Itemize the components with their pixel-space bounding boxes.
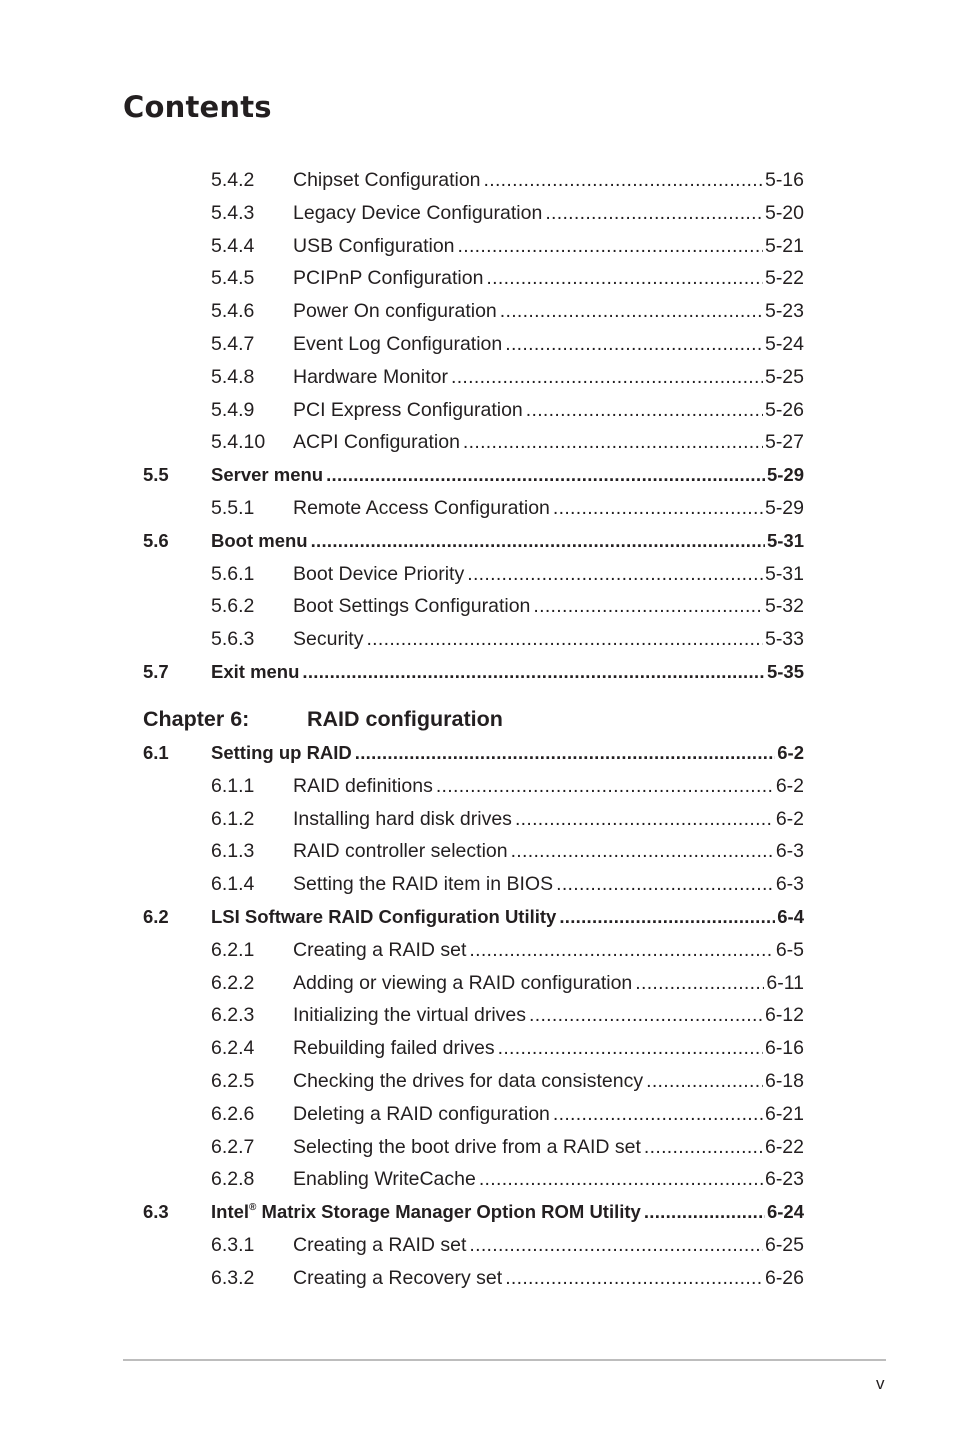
dot-leader xyxy=(644,1136,763,1159)
toc-entry-page: 5-27 xyxy=(764,431,804,454)
toc-entry[interactable] xyxy=(211,1103,804,1131)
toc-entry-number: 5.6 xyxy=(143,529,169,551)
toc-entry-page: 6-16 xyxy=(764,1037,804,1060)
toc-entry-page: 5-16 xyxy=(764,169,804,191)
toc-entry-title: Enabling WriteCache xyxy=(293,1168,476,1191)
toc-entry-title: Installing hard disk drives xyxy=(293,807,512,830)
toc-entry-title: PCI Express Configuration xyxy=(293,398,523,421)
toc-entry-title: Hardware Monitor xyxy=(293,365,448,388)
toc-entry-title: RAID controller selection xyxy=(293,840,508,863)
toc-entry-number: 5.6.1 xyxy=(211,562,255,585)
dot-leader xyxy=(635,972,764,995)
dot-leader xyxy=(553,497,763,520)
toc-entry[interactable] xyxy=(211,1168,804,1196)
dot-leader xyxy=(511,840,774,863)
toc-entry[interactable] xyxy=(211,431,804,459)
toc-entry-title: Creating a RAID set xyxy=(293,1234,467,1256)
toc-entry-title: Power On configuration xyxy=(293,300,497,323)
toc-entry[interactable] xyxy=(211,300,804,328)
dot-leader xyxy=(302,661,765,683)
toc-entry[interactable] xyxy=(211,563,804,591)
page-title: Contents xyxy=(123,90,272,124)
toc-entry-number: 6.1 xyxy=(143,742,169,763)
toc-entry[interactable] xyxy=(211,169,804,197)
toc-entry-title: USB Configuration xyxy=(293,234,455,257)
toc-entry-page: 5-29 xyxy=(766,464,804,486)
toc-entry-page: 5-26 xyxy=(764,398,804,421)
toc-entry-page: 6-25 xyxy=(764,1234,804,1256)
toc-entry[interactable] xyxy=(211,202,804,230)
toc-entry-number: 6.3.1 xyxy=(211,1234,255,1256)
toc-entry[interactable] xyxy=(143,464,804,492)
toc-entry-page: 5-20 xyxy=(764,201,804,224)
dot-leader xyxy=(556,873,774,896)
toc-entry-title: Deleting a RAID configuration xyxy=(293,1102,550,1125)
toc-entry-page: 5-35 xyxy=(766,661,804,682)
toc-entry-title: Exit menu xyxy=(211,661,300,682)
toc-entry-title: ACPI Configuration xyxy=(293,431,460,454)
toc-entry[interactable] xyxy=(211,1267,804,1295)
dot-leader xyxy=(505,1267,763,1290)
toc-entry-title: Adding or viewing a RAID configuration xyxy=(293,971,633,994)
toc-entry-page: 6-11 xyxy=(766,971,804,994)
toc-entry[interactable] xyxy=(211,873,804,901)
toc-entry-page: 6-26 xyxy=(764,1266,804,1289)
toc-entry-page: 5-29 xyxy=(764,497,804,519)
toc-entry-number: 6.1.4 xyxy=(211,873,255,896)
toc-entry-number: 6.1.3 xyxy=(211,840,255,863)
toc-entry-title: Creating a Recovery set xyxy=(293,1266,503,1289)
toc-entry[interactable] xyxy=(211,333,804,361)
dot-leader xyxy=(515,808,774,831)
toc-entry-number: 5.4.8 xyxy=(211,365,255,388)
dot-leader xyxy=(529,1004,763,1027)
toc-entry-number: 6.2.5 xyxy=(211,1070,255,1092)
dot-leader xyxy=(484,169,763,192)
toc-entry[interactable] xyxy=(211,939,804,967)
dot-leader xyxy=(469,1234,763,1257)
toc-entry[interactable] xyxy=(143,1201,804,1229)
dot-leader xyxy=(458,235,763,258)
toc-entry-title: Chipset Configuration xyxy=(293,169,481,191)
toc-entry-title: Boot Settings Configuration xyxy=(293,595,531,618)
toc-entry-page: 5-21 xyxy=(764,234,804,257)
toc-entry[interactable] xyxy=(211,595,804,623)
toc-entry[interactable] xyxy=(211,235,804,263)
toc-entry-page: 6-4 xyxy=(777,906,804,927)
dot-leader xyxy=(533,595,763,618)
toc-entry-page: 5-33 xyxy=(764,628,804,651)
toc-entry-title: LSI Software RAID Configuration Utility xyxy=(211,906,557,927)
toc-entry-number: 5.4.2 xyxy=(211,169,255,191)
toc-entry-title: Checking the drives for data consistency xyxy=(293,1070,644,1092)
toc-entry[interactable] xyxy=(211,497,804,525)
chapter-heading xyxy=(143,707,503,739)
dot-leader xyxy=(500,300,763,323)
toc-entry-number: 5.4.7 xyxy=(211,333,255,355)
chapter-title: RAID configuration xyxy=(307,707,503,731)
toc-entry[interactable] xyxy=(211,840,804,868)
toc-entry-number: 5.5.1 xyxy=(211,497,255,519)
toc-entry-title: Event Log Configuration xyxy=(293,333,503,355)
toc-entry-number: 6.2 xyxy=(143,906,169,927)
toc-entry-number: 6.2.2 xyxy=(211,971,255,994)
toc-entry[interactable] xyxy=(143,661,804,689)
toc-entry-page: 6-24 xyxy=(766,1201,804,1223)
toc-entry-number: 6.2.6 xyxy=(211,1102,255,1125)
dot-leader xyxy=(366,628,763,651)
page-number: v xyxy=(876,1374,885,1393)
toc-entry-page: 5-32 xyxy=(764,595,804,618)
toc-entry[interactable] xyxy=(143,906,804,934)
toc-entry-title: Server menu xyxy=(211,464,324,486)
toc-entry-title xyxy=(211,1201,641,1223)
toc-entry-number: 5.6.3 xyxy=(211,628,255,651)
toc-entry-number: 6.2.4 xyxy=(211,1037,255,1060)
dot-leader xyxy=(479,1168,763,1191)
toc-entry-page: 5-31 xyxy=(766,529,804,551)
toc-entry[interactable] xyxy=(211,808,804,836)
toc-entry-title: Boot menu xyxy=(211,529,308,551)
toc-entry[interactable] xyxy=(211,1037,804,1065)
toc-entry-title: PCIPnP Configuration xyxy=(293,267,484,290)
toc-entry-title-part: Intel xyxy=(211,1201,250,1223)
toc-entry-page: 6-2 xyxy=(775,807,804,830)
toc-entry-title: Security xyxy=(293,628,364,651)
dot-leader xyxy=(436,775,774,798)
toc-entry-page: 6-2 xyxy=(775,774,804,797)
toc-entry[interactable] xyxy=(143,742,804,770)
dot-leader xyxy=(644,1201,765,1223)
toc-entry-title: Remote Access Configuration xyxy=(293,497,550,519)
dot-leader xyxy=(545,202,763,225)
toc-entry-page: 6-3 xyxy=(775,840,804,863)
toc-entry[interactable] xyxy=(211,972,804,1000)
toc-entry[interactable] xyxy=(211,1136,804,1164)
chapter-label: Chapter 6: xyxy=(143,707,250,731)
toc-entry[interactable] xyxy=(211,366,804,394)
toc-entry-page: 5-24 xyxy=(764,333,804,355)
toc-entry-number: 6.2.1 xyxy=(211,938,255,961)
toc-entry-page: 5-22 xyxy=(764,267,804,290)
dot-leader xyxy=(469,939,773,962)
toc-entry-number: 5.4.9 xyxy=(211,398,255,421)
toc-entry-page: 5-25 xyxy=(764,365,804,388)
dot-leader xyxy=(559,906,775,928)
toc-entry-page: 6-5 xyxy=(775,938,804,961)
toc-entry-title: Setting the RAID item in BIOS xyxy=(293,873,554,896)
toc-entry-page: 5-23 xyxy=(764,300,804,323)
toc-entry-title: Boot Device Priority xyxy=(293,562,465,585)
toc-entry[interactable] xyxy=(211,775,804,803)
toc-entry-page: 6-18 xyxy=(764,1070,804,1092)
dot-leader xyxy=(498,1037,763,1060)
toc-entry-number: 5.4.5 xyxy=(211,267,255,290)
toc-entry-number: 6.1.2 xyxy=(211,807,255,830)
toc-entry-number: 6.3.2 xyxy=(211,1266,255,1289)
dot-leader xyxy=(553,1103,763,1126)
footer-divider xyxy=(123,1359,886,1361)
toc-entry-page: 6-22 xyxy=(764,1135,804,1158)
toc-entry-number: 5.4.6 xyxy=(211,300,255,323)
toc-entry-page: 6-2 xyxy=(777,742,804,763)
toc-entry-title: Selecting the boot drive from a RAID set xyxy=(293,1135,641,1158)
toc-entry-number: 6.1.1 xyxy=(211,774,255,797)
toc-entry[interactable] xyxy=(211,1004,804,1032)
toc-entry-number: 5.5 xyxy=(143,464,169,486)
toc-entry-number: 5.4.3 xyxy=(211,201,255,224)
toc-entry-page: 5-31 xyxy=(764,562,804,585)
dot-leader xyxy=(311,530,765,552)
toc-entry[interactable] xyxy=(211,1070,804,1098)
dot-leader xyxy=(505,333,763,356)
toc-entry-number: 6.2.3 xyxy=(211,1004,255,1027)
toc-entry-title: Initializing the virtual drives xyxy=(293,1004,527,1027)
toc-entry-page: 6-23 xyxy=(764,1168,804,1191)
toc-entry-title: Legacy Device Configuration xyxy=(293,201,543,224)
toc-entry-page: 6-12 xyxy=(764,1004,804,1027)
toc-entry[interactable] xyxy=(211,1234,804,1262)
toc-entry[interactable] xyxy=(211,399,804,427)
toc-entry-number: 5.4.4 xyxy=(211,234,255,257)
dot-leader xyxy=(467,563,763,586)
toc-entry[interactable] xyxy=(211,267,804,295)
toc-entry-number: 6.3 xyxy=(143,1201,169,1223)
dot-leader xyxy=(526,399,763,422)
toc-entry-title-part: Matrix Storage Manager Option ROM Utility xyxy=(256,1201,641,1223)
dot-leader xyxy=(486,267,763,290)
registered-mark: ® xyxy=(249,1202,257,1214)
toc-entry-number: 5.4.10 xyxy=(211,431,266,454)
dot-leader xyxy=(355,742,775,764)
toc-entry-number: 6.2.8 xyxy=(211,1168,255,1191)
toc-entry-page: 6-3 xyxy=(775,873,804,896)
dot-leader xyxy=(646,1070,763,1093)
toc-entry-number: 5.7 xyxy=(143,661,169,682)
dot-leader xyxy=(326,464,765,486)
toc-entry[interactable] xyxy=(211,628,804,656)
toc-entry-title: Setting up RAID xyxy=(211,742,352,763)
toc-entry-page: 6-21 xyxy=(764,1102,804,1125)
toc-entry-number: 5.6.2 xyxy=(211,595,255,618)
toc-entry-title: Rebuilding failed drives xyxy=(293,1037,495,1060)
dot-leader xyxy=(463,431,763,454)
toc-entry[interactable] xyxy=(143,530,804,558)
toc-entry-title: Creating a RAID set xyxy=(293,938,467,961)
toc-entry-number: 6.2.7 xyxy=(211,1135,255,1158)
dot-leader xyxy=(451,366,763,389)
toc-entry-title: RAID definitions xyxy=(293,774,433,797)
